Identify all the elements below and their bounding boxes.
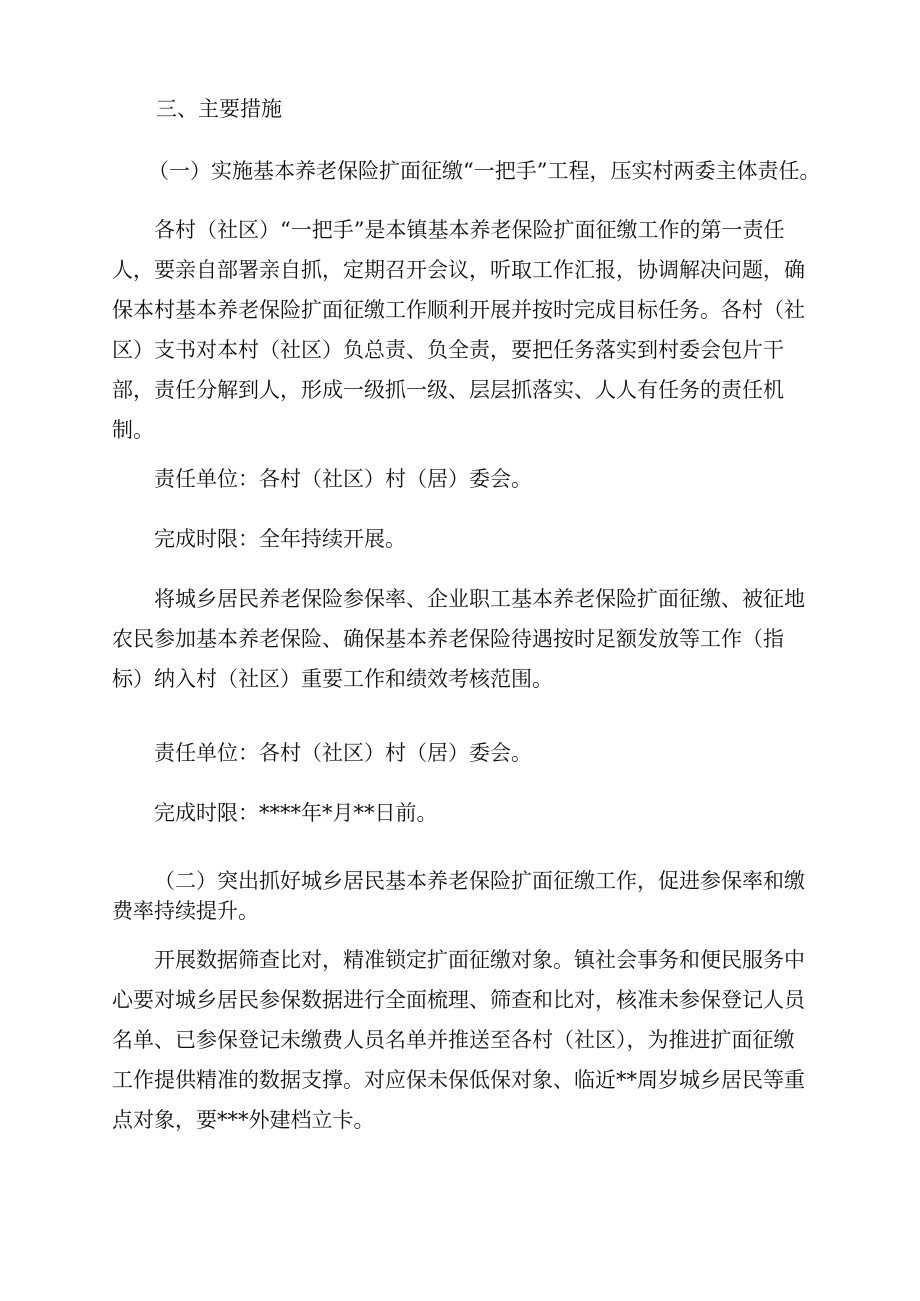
subheading-2: （二）突出抓好城乡居民基本养老保险扩面征缴工作，促进参保率和缴费率持续提升。: [112, 869, 805, 923]
deadline-1: 完成时限：全年持续开展。: [154, 527, 406, 551]
paragraph-2: 将城乡居民养老保险参保率、企业职工基本养老保险扩面征缴、被征地农民参加基本养老保险、确保基本养老保险待遇按时足额发放等工作（指标）纳入村（社区）重要工作和绩效考核范围。: [112, 587, 805, 691]
deadline-2: 完成时限：****年*月**日前。: [154, 801, 438, 825]
responsible-unit-1: 责任单位：各村（社区）村（居）委会。: [154, 467, 532, 491]
section-heading: 三、主要措施: [156, 97, 282, 121]
subheading-1: （一）实施基本养老保险扩面征缴“一把手”工程，压实村两委主体责任。: [148, 159, 821, 183]
paragraph-3: 开展数据筛查比对，精准锁定扩面征缴对象。镇社会事务和便民服务中心要对城乡居民参保数据进行全面梳理、筛查和比对，核准未参保登记人员名单、已参保登记未缴费人员名单并推送至各村（社区），为推进扩面征缴工作提供精准的数据支撑。对应保未保低保对象、临近**周岁城乡居民等重点对象，要***外建档立卡。: [112, 948, 805, 1132]
paragraph-1: 各村（社区）“一把手”是本镇基本养老保险扩面征缴工作的第一责任人，要亲自部署亲自抓，定期召开会议，听取工作汇报，协调解决问题，确保本村基本养老保险扩面征缴工作顺利开展并按时完成目标任务。各村（社区）支书对本村（社区）负总责、负全责，要把任务落实到村委会包片干部，责任分解到人，形成一级抓一级、层层抓落实、人人有任务的责任机制。: [112, 218, 805, 442]
responsible-unit-2: 责任单位：各村（社区）村（居）委会。: [154, 741, 532, 765]
